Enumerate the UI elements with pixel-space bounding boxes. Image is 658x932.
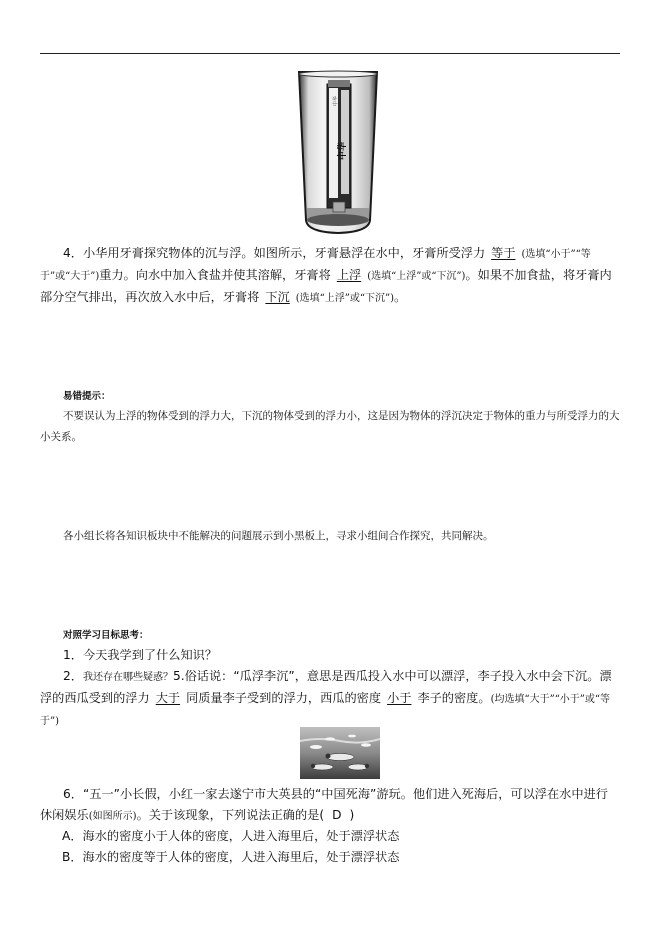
q5-label: 5.: [172, 669, 185, 683]
q5-hint: (均选填“大于”“小于”或“等于”): [40, 694, 611, 727]
question-4: [40, 243, 620, 309]
q4-answer-3: 下沉: [265, 290, 290, 304]
reflection-item-2-text: 我还存在哪些疑惑？: [82, 672, 173, 683]
reflection-heading: 对照学习目标思考：: [63, 630, 149, 641]
group-instruction: 各小组长将各知识板块中不能解决的问题展示到小黑板上，寻求小组间合作探究，共同解决。: [63, 530, 494, 542]
q4-text-4: 。: [394, 290, 407, 304]
q6-option-b: B．海水的密度等于人体的密度，人进入海里后，处于漂浮状态: [62, 850, 400, 864]
reflection-item-1-text: 1．今天我学到了什么知识？: [63, 648, 218, 662]
tip-heading: 易错提示：: [63, 391, 111, 402]
reflection-item-1: [40, 645, 620, 666]
tube-top-label: 中华: [333, 95, 339, 106]
q6-text-3: ): [349, 808, 355, 822]
glass-toothpaste-figure: [297, 70, 379, 236]
dead-sea-figure: [300, 727, 380, 779]
q6-text-2: 。关于该现象，下列说法正确的是(: [136, 808, 325, 822]
q5-text-3: 李子的密度。: [417, 691, 491, 705]
q4-text-1: ．小华用牙膏探究物体的沉与浮。如图所示，牙膏悬浮在水中，牙膏所受浮力: [70, 246, 486, 260]
question-6: [40, 784, 620, 827]
tip-body: [40, 406, 622, 448]
q4-answer-2: 上浮: [336, 268, 362, 282]
q6-option-a: A．海水的密度小于人体的密度，人进入海里后，处于漂浮状态: [62, 829, 400, 843]
q4-number: 4: [63, 246, 71, 260]
q4-hint-1: (选填“小于”“等于”或“大于”): [40, 249, 591, 282]
q5-text-1: 俗话说：“瓜浮李沉”，意思是西瓜投入水中可以漂浮，李子投入水中会下沉。漂浮的西瓜受到的浮力: [40, 669, 612, 705]
q5-text-2: 同质量李子受到的浮力，西瓜的密度: [186, 691, 382, 705]
question-5: [40, 666, 620, 732]
reflection-item-2-number: 2．: [63, 669, 83, 683]
q5-answer-1: 大于: [155, 691, 181, 705]
q6-hint: (如图所示): [88, 811, 137, 822]
q4-answer-1: 等于: [491, 246, 516, 260]
q4-text-3: 。如果不加食盐，将牙膏内部分空气排出，再次放入水中后，牙膏将: [40, 268, 612, 304]
q6-text-1: 6．“五一”小长假，小红一家去遂宁市大英县的“中国死海”游玩。他们进入死海后，可以浮在水中进行休闲娱乐: [40, 787, 608, 822]
header-rule: [40, 53, 620, 54]
q4-hint-3: (选填“上浮”或“下沉”): [295, 293, 395, 304]
q4-text-2: 重力。向水中加入食盐并使其溶解，牙膏将: [99, 268, 331, 282]
tube-brand-label: 中华: [338, 141, 348, 160]
q5-answer-2: 小于: [387, 691, 412, 705]
q4-hint-2: (选填“上浮”或“下沉”): [367, 271, 466, 282]
q6-answer: D: [332, 808, 342, 822]
tip-body-text: 不要误认为上浮的物体受到的浮力大，下沉的物体受到的浮力小，这是因为物体的浮沉决定于物体的重力与所受浮力的大小关系。: [40, 410, 620, 443]
